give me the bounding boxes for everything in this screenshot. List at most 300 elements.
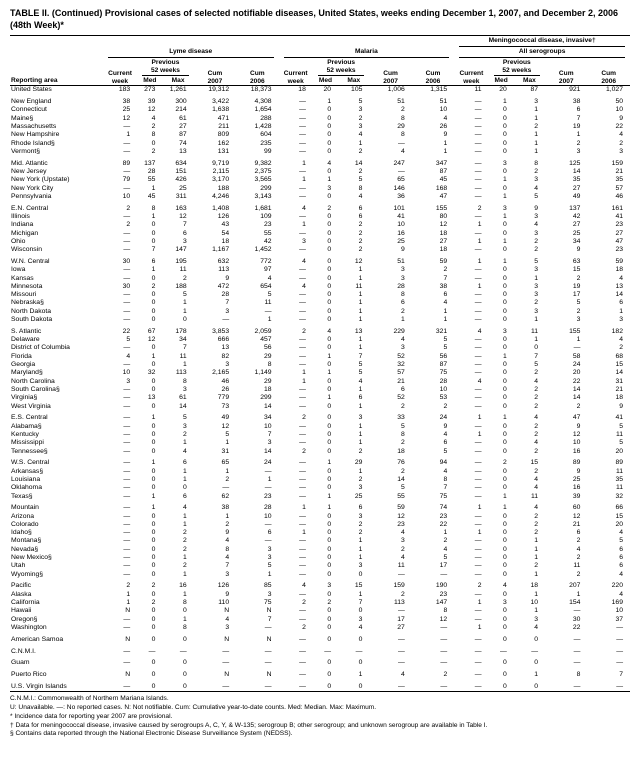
value-cell: 75 <box>439 369 448 377</box>
table-row <box>10 504 630 512</box>
value-cell: 0 <box>182 635 187 643</box>
value-cell: 0 <box>502 467 507 475</box>
value-cell: 8 <box>401 114 405 122</box>
value-cell: 1 <box>182 590 187 598</box>
value-cell: — <box>123 361 131 369</box>
value-cell: — <box>123 570 131 578</box>
table-row <box>10 582 630 590</box>
value-cell: 6 <box>619 562 623 570</box>
value-cell: 2 <box>576 554 581 562</box>
value-cell: — <box>299 475 306 483</box>
value-cell: 0 <box>502 671 507 679</box>
value-cell: 8 <box>401 131 405 139</box>
value-cell: 6 <box>401 299 405 307</box>
value-cell: 55 <box>397 492 405 500</box>
value-cell: 3,853 <box>212 327 230 335</box>
value-cell: 1 <box>302 159 306 167</box>
value-cell: — <box>123 623 131 631</box>
value-cell: 2 <box>534 299 539 307</box>
value-cell: — <box>299 607 306 615</box>
value-cell: 1 <box>182 554 187 562</box>
value-cell: 288 <box>260 114 272 122</box>
reporting-area-cell: Rhode Island§ <box>11 139 55 147</box>
value-cell: 5 <box>619 537 623 545</box>
value-cell: — <box>474 352 482 360</box>
value-cell: — <box>279 683 313 692</box>
value-cell: 0 <box>151 570 156 578</box>
value-cell: 28 <box>221 291 230 299</box>
value-cell: 3 <box>534 615 539 623</box>
value-cell: 1 <box>534 336 539 344</box>
reporting-area-cell: Oregon§ <box>11 615 38 623</box>
value-cell: 110 <box>218 599 230 607</box>
value-cell: 604 <box>260 131 272 139</box>
value-cell: 7 <box>534 352 539 360</box>
header-label-line: 2007 <box>383 77 398 85</box>
value-cell: 89 <box>572 459 581 467</box>
value-cell: — <box>123 237 131 245</box>
value-cell: 772 <box>260 257 272 265</box>
value-cell: 321 <box>435 327 448 335</box>
value-cell: 0 <box>327 257 332 265</box>
value-cell: 39 <box>147 98 156 106</box>
value-cell: 1 <box>358 422 363 430</box>
value-cell: 2 <box>534 402 539 410</box>
value-cell: 5 <box>534 361 539 369</box>
table-row <box>10 607 630 615</box>
value-cell: 0 <box>151 316 156 324</box>
value-cell: — <box>474 520 482 528</box>
value-cell: 0 <box>502 114 507 122</box>
header-label-line: Previous <box>502 58 531 66</box>
table-row <box>10 353 630 361</box>
value-cell: 1 <box>327 352 332 360</box>
value-cell: 0 <box>502 369 507 377</box>
reporting-area-cell: Utah <box>11 562 26 570</box>
value-cell: 2 <box>443 671 448 679</box>
value-cell: 2 <box>151 599 156 607</box>
value-cell: 51 <box>397 257 405 265</box>
value-cell: 0 <box>327 299 332 307</box>
value-cell: 1 <box>182 307 187 315</box>
value-cell: 27 <box>572 184 581 192</box>
value-cell: 2 <box>225 475 230 483</box>
value-cell: 30 <box>122 257 131 265</box>
value-cell: 4 <box>534 484 539 492</box>
value-cell: 4 <box>477 327 482 335</box>
value-cell: 15 <box>572 266 581 274</box>
value-cell: 8 <box>443 607 448 615</box>
reporting-area-cell: South Carolina§ <box>11 385 60 393</box>
value-cell: 1 <box>534 570 539 578</box>
value-cell: 0 <box>327 671 332 679</box>
header-label-line: 2006 <box>425 77 441 85</box>
reporting-area-cell: Texas§ <box>11 492 33 500</box>
table-row <box>10 86 630 95</box>
value-cell: 2,165 <box>212 369 230 377</box>
value-cell: 28 <box>147 168 156 176</box>
value-cell: — <box>299 647 306 655</box>
value-cell: 7 <box>225 562 230 570</box>
value-cell: 9 <box>576 422 581 430</box>
value-cell: — <box>123 439 131 447</box>
value-cell: 0 <box>151 402 156 410</box>
value-cell: — <box>474 123 482 131</box>
value-cell: — <box>123 484 131 492</box>
value-cell: 0 <box>502 447 507 455</box>
value-cell: — <box>324 647 332 655</box>
value-cell: 2 <box>182 430 187 438</box>
value-cell: 1 <box>126 590 131 598</box>
reporting-area-cell: Hawaii <box>11 607 32 615</box>
value-cell: — <box>474 492 482 500</box>
value-cell: 4 <box>358 192 363 200</box>
value-cell: 24 <box>263 459 272 467</box>
value-cell: 4 <box>267 274 272 282</box>
reporting-area-cell: Puerto Rico <box>11 671 47 679</box>
value-cell: — <box>616 635 623 643</box>
value-cell: 13 <box>221 344 230 352</box>
value-cell: 1 <box>358 266 363 274</box>
reporting-area-cell: Connecticut <box>11 106 47 114</box>
value-cell: 41 <box>615 213 623 220</box>
value-cell: 1 <box>182 615 187 623</box>
value-cell: — <box>299 554 306 562</box>
reporting-area-cell: Colorado <box>11 520 39 528</box>
value-cell: 3 <box>182 237 187 245</box>
value-cell: 8 <box>225 545 230 553</box>
value-cell: — <box>355 647 363 655</box>
value-cell: 1 <box>358 274 363 282</box>
value-cell: 779 <box>217 394 230 402</box>
value-cell: 23 <box>439 512 448 520</box>
value-cell: 0 <box>502 299 507 307</box>
value-cell: 126 <box>217 213 230 220</box>
value-cell: 0 <box>502 385 507 393</box>
value-cell: N <box>125 635 131 643</box>
value-cell: 0 <box>151 439 156 447</box>
value-cell: 2 <box>534 467 539 475</box>
value-cell: 1 <box>576 336 581 344</box>
value-cell: 1,638 <box>212 106 230 114</box>
table-row <box>10 648 630 656</box>
value-cell: — <box>299 671 306 679</box>
value-cell: 3 <box>502 327 507 335</box>
value-cell: 0 <box>502 545 507 553</box>
value-cell: 1 <box>358 554 363 562</box>
value-cell: 10 <box>263 512 272 520</box>
value-cell: — <box>236 683 278 692</box>
table-title-line2: (48th Week)* <box>10 19 64 30</box>
value-cell: 229 <box>393 327 405 335</box>
value-cell: 0 <box>151 623 156 631</box>
value-cell: 0 <box>502 402 507 410</box>
value-cell: 21 <box>615 385 623 393</box>
value-cell: 4 <box>534 184 539 192</box>
value-cell: 5 <box>443 344 448 352</box>
value-cell: 0 <box>502 316 507 324</box>
value-cell: 6 <box>619 554 623 562</box>
value-cell: — <box>397 139 405 147</box>
value-cell: 2 <box>358 447 363 455</box>
reporting-area-cell: Virginia§ <box>11 394 38 402</box>
value-cell: 1 <box>327 459 332 467</box>
value-cell: 2 <box>534 246 539 254</box>
value-cell: 0 <box>327 114 332 122</box>
value-cell: 159 <box>393 582 405 590</box>
value-cell: 1 <box>225 467 230 475</box>
value-cell: 1,654 <box>254 106 272 114</box>
value-cell: 1 <box>151 352 156 360</box>
value-cell: 5 <box>443 554 448 562</box>
value-cell: — <box>123 274 131 282</box>
value-cell: 52 <box>397 352 405 360</box>
value-cell: 0 <box>151 615 156 623</box>
value-cell: 7 <box>225 299 230 307</box>
meningococcal-disease-label: Meningococcal disease, invasive† <box>459 37 625 47</box>
table-row <box>10 571 630 579</box>
value-cell: 0 <box>151 299 156 307</box>
value-cell: — <box>264 659 272 667</box>
value-cell: 1 <box>358 439 363 447</box>
value-cell: 0 <box>151 590 156 598</box>
value-cell: 5 <box>358 369 363 377</box>
value-cell: 2 <box>477 204 482 212</box>
subheader-row <box>10 58 630 77</box>
value-cell: 168 <box>435 184 448 192</box>
value-cell: 0 <box>502 512 507 520</box>
value-cell: 0 <box>327 659 332 667</box>
value-cell: 2 <box>534 562 539 570</box>
value-cell: 38 <box>122 98 131 106</box>
value-cell: — <box>299 402 306 410</box>
table-row <box>10 599 630 607</box>
value-cell: 1 <box>358 430 363 438</box>
value-cell: 31 <box>615 377 623 385</box>
value-cell: 0 <box>313 683 338 692</box>
value-cell: — <box>474 307 482 315</box>
value-cell: — <box>397 647 405 655</box>
value-cell: 4 <box>534 623 539 631</box>
value-cell: — <box>299 274 306 282</box>
value-cell: — <box>440 623 448 631</box>
lyme-med-header: Med <box>143 77 157 85</box>
value-cell: 34 <box>263 414 272 422</box>
value-cell: 52 <box>397 394 405 402</box>
value-cell: 0 <box>502 475 507 483</box>
value-cell: 0 <box>327 123 332 131</box>
value-cell: 38 <box>439 282 448 290</box>
table-row <box>10 468 630 476</box>
value-cell: 1 <box>534 274 539 282</box>
value-cell: 6 <box>267 529 272 537</box>
value-cell: 10 <box>122 192 131 200</box>
value-cell: — <box>264 623 272 631</box>
value-cell: 2 <box>182 545 187 553</box>
value-cell: 2 <box>534 123 539 131</box>
value-cell: 4 <box>619 336 623 344</box>
value-cell: 15 <box>615 512 623 520</box>
value-cell: 15 <box>354 582 363 590</box>
value-cell: — <box>474 291 482 299</box>
value-cell: 54 <box>221 229 230 237</box>
value-cell: 8 <box>534 159 539 167</box>
value-cell: 3,565 <box>254 176 272 184</box>
value-cell: 1 <box>358 385 363 393</box>
value-cell: 1,149 <box>254 369 272 377</box>
value-cell: 56 <box>263 344 272 352</box>
value-cell: 26 <box>221 385 230 393</box>
value-cell: 0 <box>489 683 514 692</box>
meningococcal-med-header: Med <box>494 77 508 85</box>
value-cell: 8 <box>443 475 448 483</box>
value-cell: 1 <box>327 492 332 500</box>
value-cell: 2 <box>327 204 332 212</box>
value-cell: — <box>587 683 630 692</box>
value-cell: 1 <box>302 176 306 184</box>
table-row <box>10 336 630 344</box>
value-cell: 1 <box>151 266 156 274</box>
value-cell: 2 <box>182 537 187 545</box>
value-cell: 0 <box>327 430 332 438</box>
value-cell: 1 <box>151 492 156 500</box>
value-cell: 4 <box>302 257 306 265</box>
value-cell: 2 <box>182 562 187 570</box>
value-cell: 18 <box>615 266 623 274</box>
value-cell: 5 <box>443 336 448 344</box>
value-cell: 101 <box>393 204 405 212</box>
value-cell: — <box>123 647 131 655</box>
value-cell: 6 <box>443 291 448 299</box>
value-cell: 1 <box>401 316 405 324</box>
value-cell: 3 <box>358 615 363 623</box>
value-cell: 0 <box>502 430 507 438</box>
table-row <box>10 221 630 229</box>
value-cell: 7 <box>267 430 272 438</box>
value-cell: — <box>299 336 306 344</box>
value-cell: 1 <box>534 131 539 139</box>
value-cell: 4 <box>443 299 448 307</box>
value-cell: 0 <box>327 607 332 615</box>
value-cell: 0 <box>182 671 187 679</box>
table-row <box>10 431 630 439</box>
group-top-row <box>10 36 630 47</box>
value-cell: 25 <box>572 475 581 483</box>
table-row <box>10 476 630 484</box>
value-cell: 0 <box>502 554 507 562</box>
value-cell: 0 <box>514 683 545 692</box>
value-cell: 0 <box>327 377 332 385</box>
reporting-area-cell: Georgia <box>11 361 36 369</box>
value-cell: — <box>179 647 187 655</box>
value-cell: 12 <box>572 430 581 438</box>
value-cell: — <box>123 504 131 512</box>
value-cell: 5 <box>182 291 187 299</box>
value-cell: 4 <box>401 529 405 537</box>
table-row <box>10 106 630 114</box>
value-cell: 3 <box>358 512 363 520</box>
value-cell: 9 <box>443 422 448 430</box>
value-cell: 0 <box>327 422 332 430</box>
value-cell: — <box>299 430 306 438</box>
value-cell: 46 <box>615 192 623 200</box>
value-cell: 2 <box>302 414 306 422</box>
value-cell: 3 <box>534 291 539 299</box>
table-row <box>10 328 630 336</box>
value-cell: 2 <box>534 520 539 528</box>
value-cell: 4,308 <box>254 98 272 106</box>
reporting-area-cell: North Carolina <box>11 377 55 385</box>
value-cell: 0 <box>151 475 156 483</box>
value-cell: 1 <box>443 316 448 324</box>
value-cell: 9 <box>225 529 230 537</box>
value-cell: 7 <box>619 671 623 679</box>
value-cell: 5 <box>182 414 187 422</box>
value-cell: 2 <box>151 123 156 131</box>
value-cell: 1 <box>534 139 539 147</box>
value-cell: 5 <box>619 422 623 430</box>
value-cell: 0 <box>327 307 332 315</box>
table-row <box>10 554 630 562</box>
value-cell: 0 <box>502 147 507 155</box>
value-cell: — <box>123 266 131 274</box>
value-cell: 1 <box>151 459 156 467</box>
value-cell: — <box>474 590 482 598</box>
value-cell: 10 <box>397 221 405 229</box>
value-cell: 0 <box>151 237 156 245</box>
header-label-line: 52 weeks <box>502 66 532 74</box>
value-cell: 4 <box>576 545 581 553</box>
value-cell: — <box>454 683 488 692</box>
value-cell: — <box>299 229 306 237</box>
value-cell: — <box>474 192 482 200</box>
header-label-line: Cum <box>207 69 223 77</box>
value-cell: 11 <box>615 484 623 492</box>
value-cell: 471 <box>217 114 230 122</box>
value-cell: 2 <box>401 545 405 553</box>
value-cell: — <box>123 615 131 623</box>
value-cell: 23 <box>397 520 405 528</box>
reporting-area-cell: West Virginia <box>11 402 51 410</box>
value-cell: — <box>440 635 448 643</box>
value-cell: 1 <box>477 221 482 229</box>
value-cell: 195 <box>175 257 187 265</box>
footnote-line: U: Unavailable. —: No reported cases. N: Not notifiable. Cum: Cumulative year-to-date counts. Med: Median. Max: Maximum. <box>10 704 377 712</box>
value-cell: 0 <box>137 683 162 692</box>
value-cell: — <box>264 520 272 528</box>
value-cell: — <box>123 492 131 500</box>
value-cell: 23 <box>615 246 623 254</box>
reporting-area-cell: Maine§ <box>11 114 34 122</box>
value-cell: — <box>440 647 448 655</box>
value-cell: 4 <box>302 582 306 590</box>
reporting-area-cell: E.N. Central <box>11 204 49 212</box>
value-cell: 666 <box>217 336 230 344</box>
value-cell: — <box>299 246 306 254</box>
value-cell: 4 <box>534 504 539 512</box>
value-cell: 0 <box>151 430 156 438</box>
table-row <box>10 423 630 431</box>
value-cell: 2 <box>534 430 539 438</box>
value-cell: — <box>299 184 306 192</box>
value-cell: 2 <box>358 168 363 176</box>
value-cell: 3 <box>225 623 230 631</box>
value-cell: — <box>474 635 482 643</box>
value-cell: 10 <box>615 607 623 615</box>
value-cell: 25 <box>572 229 581 237</box>
value-cell: 1 <box>225 439 230 447</box>
value-cell: 0 <box>502 282 507 290</box>
